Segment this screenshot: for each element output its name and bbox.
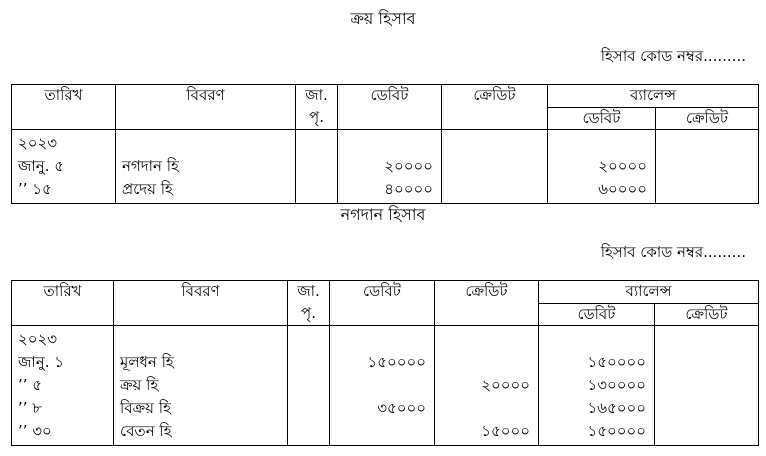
header-debit: ডেবিট [330,281,435,326]
purchase-account-title: ক্রয় হিসাব [350,9,416,28]
header-balance-debit: ডেবিট [539,303,655,326]
header-balance-debit: ডেবিট [548,107,656,130]
debit-cell: ২০০০০ ৪০০০০ [338,130,442,204]
debit-cell: ১৫০০০০ ৩৫০০০ [330,326,435,446]
purchase-account-code: হিসাব কোড নম্বর......... [600,47,746,65]
balance-debit-cell: ২০০০০ ৬০০০০ [548,130,656,204]
header-credit: ক্রেডিট [435,281,539,326]
balance-credit-cell [655,326,759,446]
header-balance-credit: ক্রেডিট [655,303,759,326]
credit-cell: ২০০০০ ১৫০০০ [435,326,539,446]
header-date: তারিখ [12,281,114,326]
header-debit: ডেবিট [338,85,442,130]
cash-ledger-table [11,280,759,446]
header-credit: ক্রেডিট [442,85,548,130]
header-balance-credit: ক্রেডিট [656,107,759,130]
credit-cell [442,130,548,204]
journal-page-cell [296,130,338,204]
date-cell: ২০২৩ জানু. ১ ’’ ৫ ’’ ৮ ’’ ৩০ [12,326,114,446]
purchase-ledger-table [11,84,759,204]
cash-account-code: হিসাব কোড নম্বর......... [600,243,746,261]
description-cell: মূলধন হি ক্রয় হি বিক্রয় হি বেতন হি [114,326,288,446]
balance-debit-cell: ১৫০০০০ ১৩০০০০ ১৬৫০০০ ১৫০০০০ [539,326,655,446]
journal-page-cell [288,326,330,446]
table-row [12,326,759,446]
date-cell: ২০২৩ জানু. ৫ ’’ ১৫ [12,130,116,204]
balance-credit-cell [656,130,759,204]
header-balance: ব্যালেন্স [539,281,759,304]
header-description: বিবরণ [114,281,288,326]
header-balance: ব্যালেন্স [548,85,759,108]
header-date: তারিখ [12,85,116,130]
header-journal-page: জা. পৃ. [288,281,330,326]
header-journal-page: জা. পৃ. [296,85,338,130]
table-row [12,130,759,204]
cash-account-title: নগদান হিসাব [340,205,426,224]
header-description: বিবরণ [116,85,296,130]
description-cell: নগদান হি প্রদেয় হি [116,130,296,204]
